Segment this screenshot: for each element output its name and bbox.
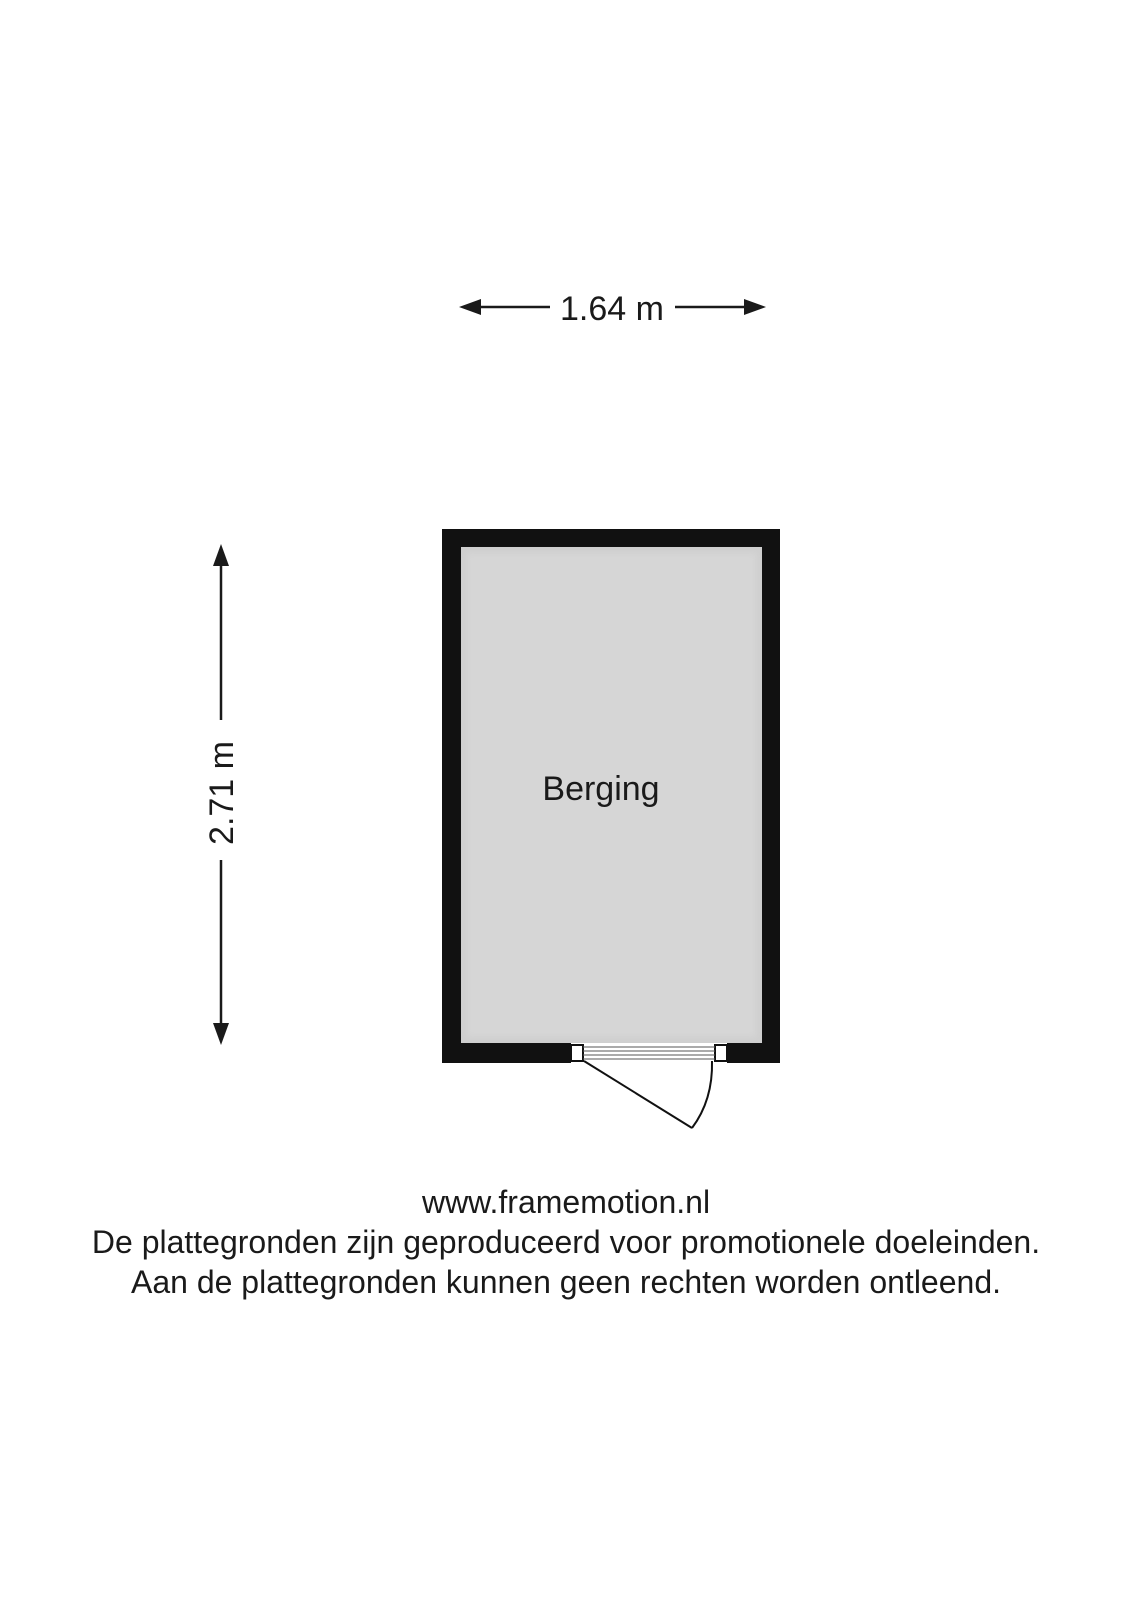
website-link[interactable]: www.framemotion.nl [421, 1184, 711, 1220]
height-arrow-top [213, 544, 229, 566]
width-arrow-left [459, 299, 481, 315]
footer [0, 1182, 1132, 1302]
disclaimer-line-2: Aan de plattegronden kunnen geen rechten worden ontleend. [130, 1264, 1001, 1300]
width-arrow-right [744, 299, 766, 315]
room-label: Berging [542, 770, 660, 808]
height-dimension-label: 2.71 m [203, 741, 241, 845]
height-arrow-bottom [213, 1023, 229, 1045]
width-dimension [459, 290, 766, 328]
door-jamb-left [571, 1045, 583, 1061]
height-dimension [203, 544, 241, 1045]
door-leaf [584, 1061, 692, 1128]
room-berging [442, 529, 780, 1128]
disclaimer-line-1: De plattegronden zijn geproduceerd voor promotionele doeleinden. [91, 1224, 1041, 1260]
door-swing-arc [692, 1061, 712, 1128]
door-jamb-right [715, 1045, 727, 1061]
width-dimension-label: 1.64 m [560, 290, 664, 328]
door-opening [571, 1043, 727, 1063]
